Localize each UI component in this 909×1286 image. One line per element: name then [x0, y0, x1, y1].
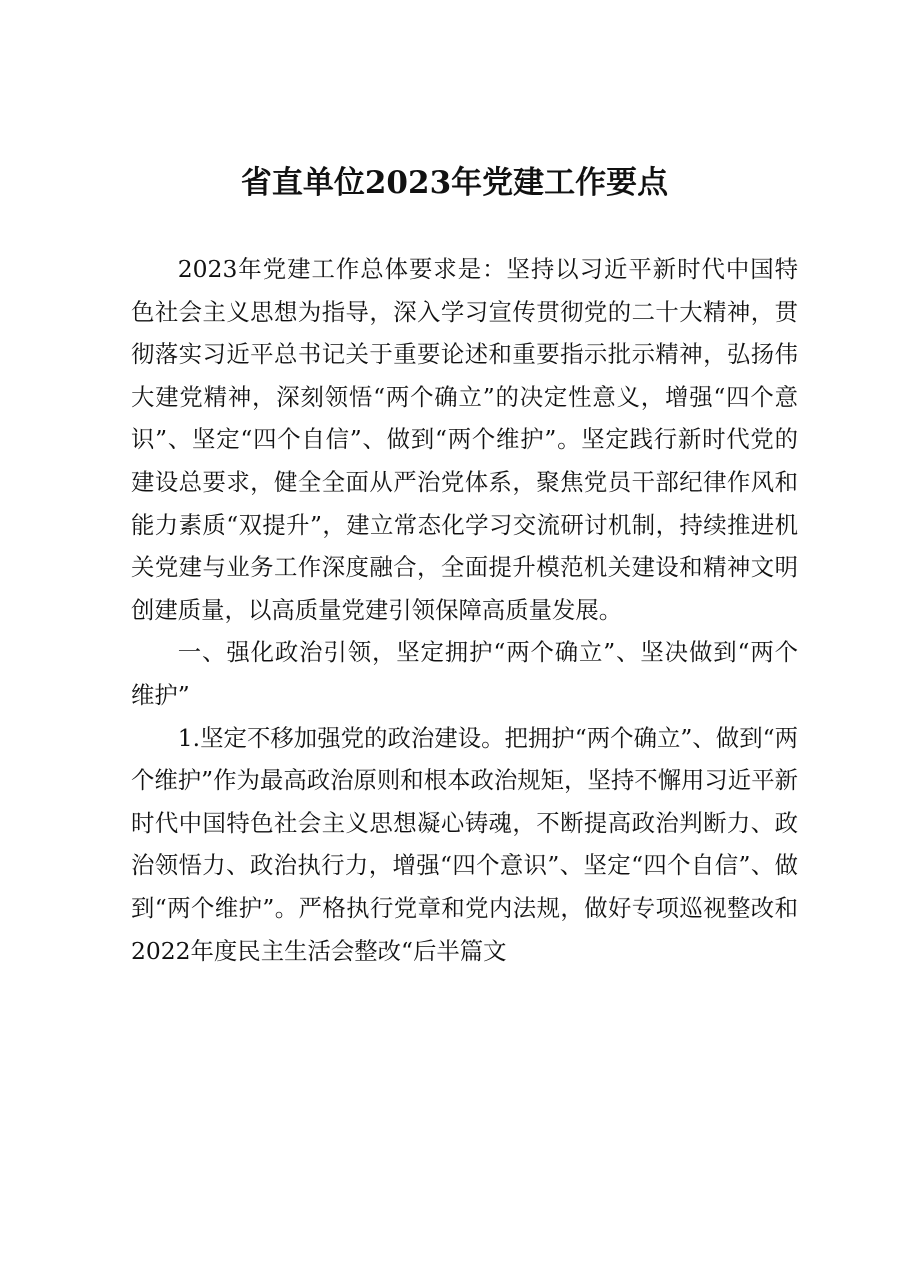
- paragraph-general-requirements: 2023年党建工作总体要求是：坚持以习近平新时代中国特色社会主义思想为指导，深入学习宣传贯彻党的二十大精神，贯彻落实习近平总书记关于重要论述和重要指示批示精神，弘扬伟大建党精神，深刻领悟“两个确立”的决定性意义，增强“四个意识”、坚定“四个自信”、做到“两个维护”。坚定践行新时代党的建设总要求，健全全面从严治党体系，聚焦党员干部纪律作风和能力素质“双提升”，建立常态化学习交流研讨机制，持续推进机关党建与业务工作深度融合，全面提升模范机关建设和精神文明创建质量，以高质量党建引领保障高质量发展。: [131, 255, 798, 624]
- document-body: [131, 248, 798, 972]
- section-heading-1: 一、强化政治引领，坚定拥护“两个确立”、坚决做到“两个维护”: [131, 638, 798, 709]
- paragraph-item-1: 1.坚定不移加强党的政治建设。把拥护“两个确立”、做到“两个维护”作为最高政治原则和根本政治规矩，坚持不懈用习近平新时代中国特色社会主义思想凝心铸魂，不断提高政治判断力、政治领悟力、政治执行力，增强“四个意识”、坚定“四个自信”、做到“两个维护”。严格执行党章和党内法规，做好专项巡视整改和2022年度民主生活会整改“后半篇文: [131, 723, 798, 965]
- document-title: 省直单位2023年党建工作要点: [240, 165, 669, 201]
